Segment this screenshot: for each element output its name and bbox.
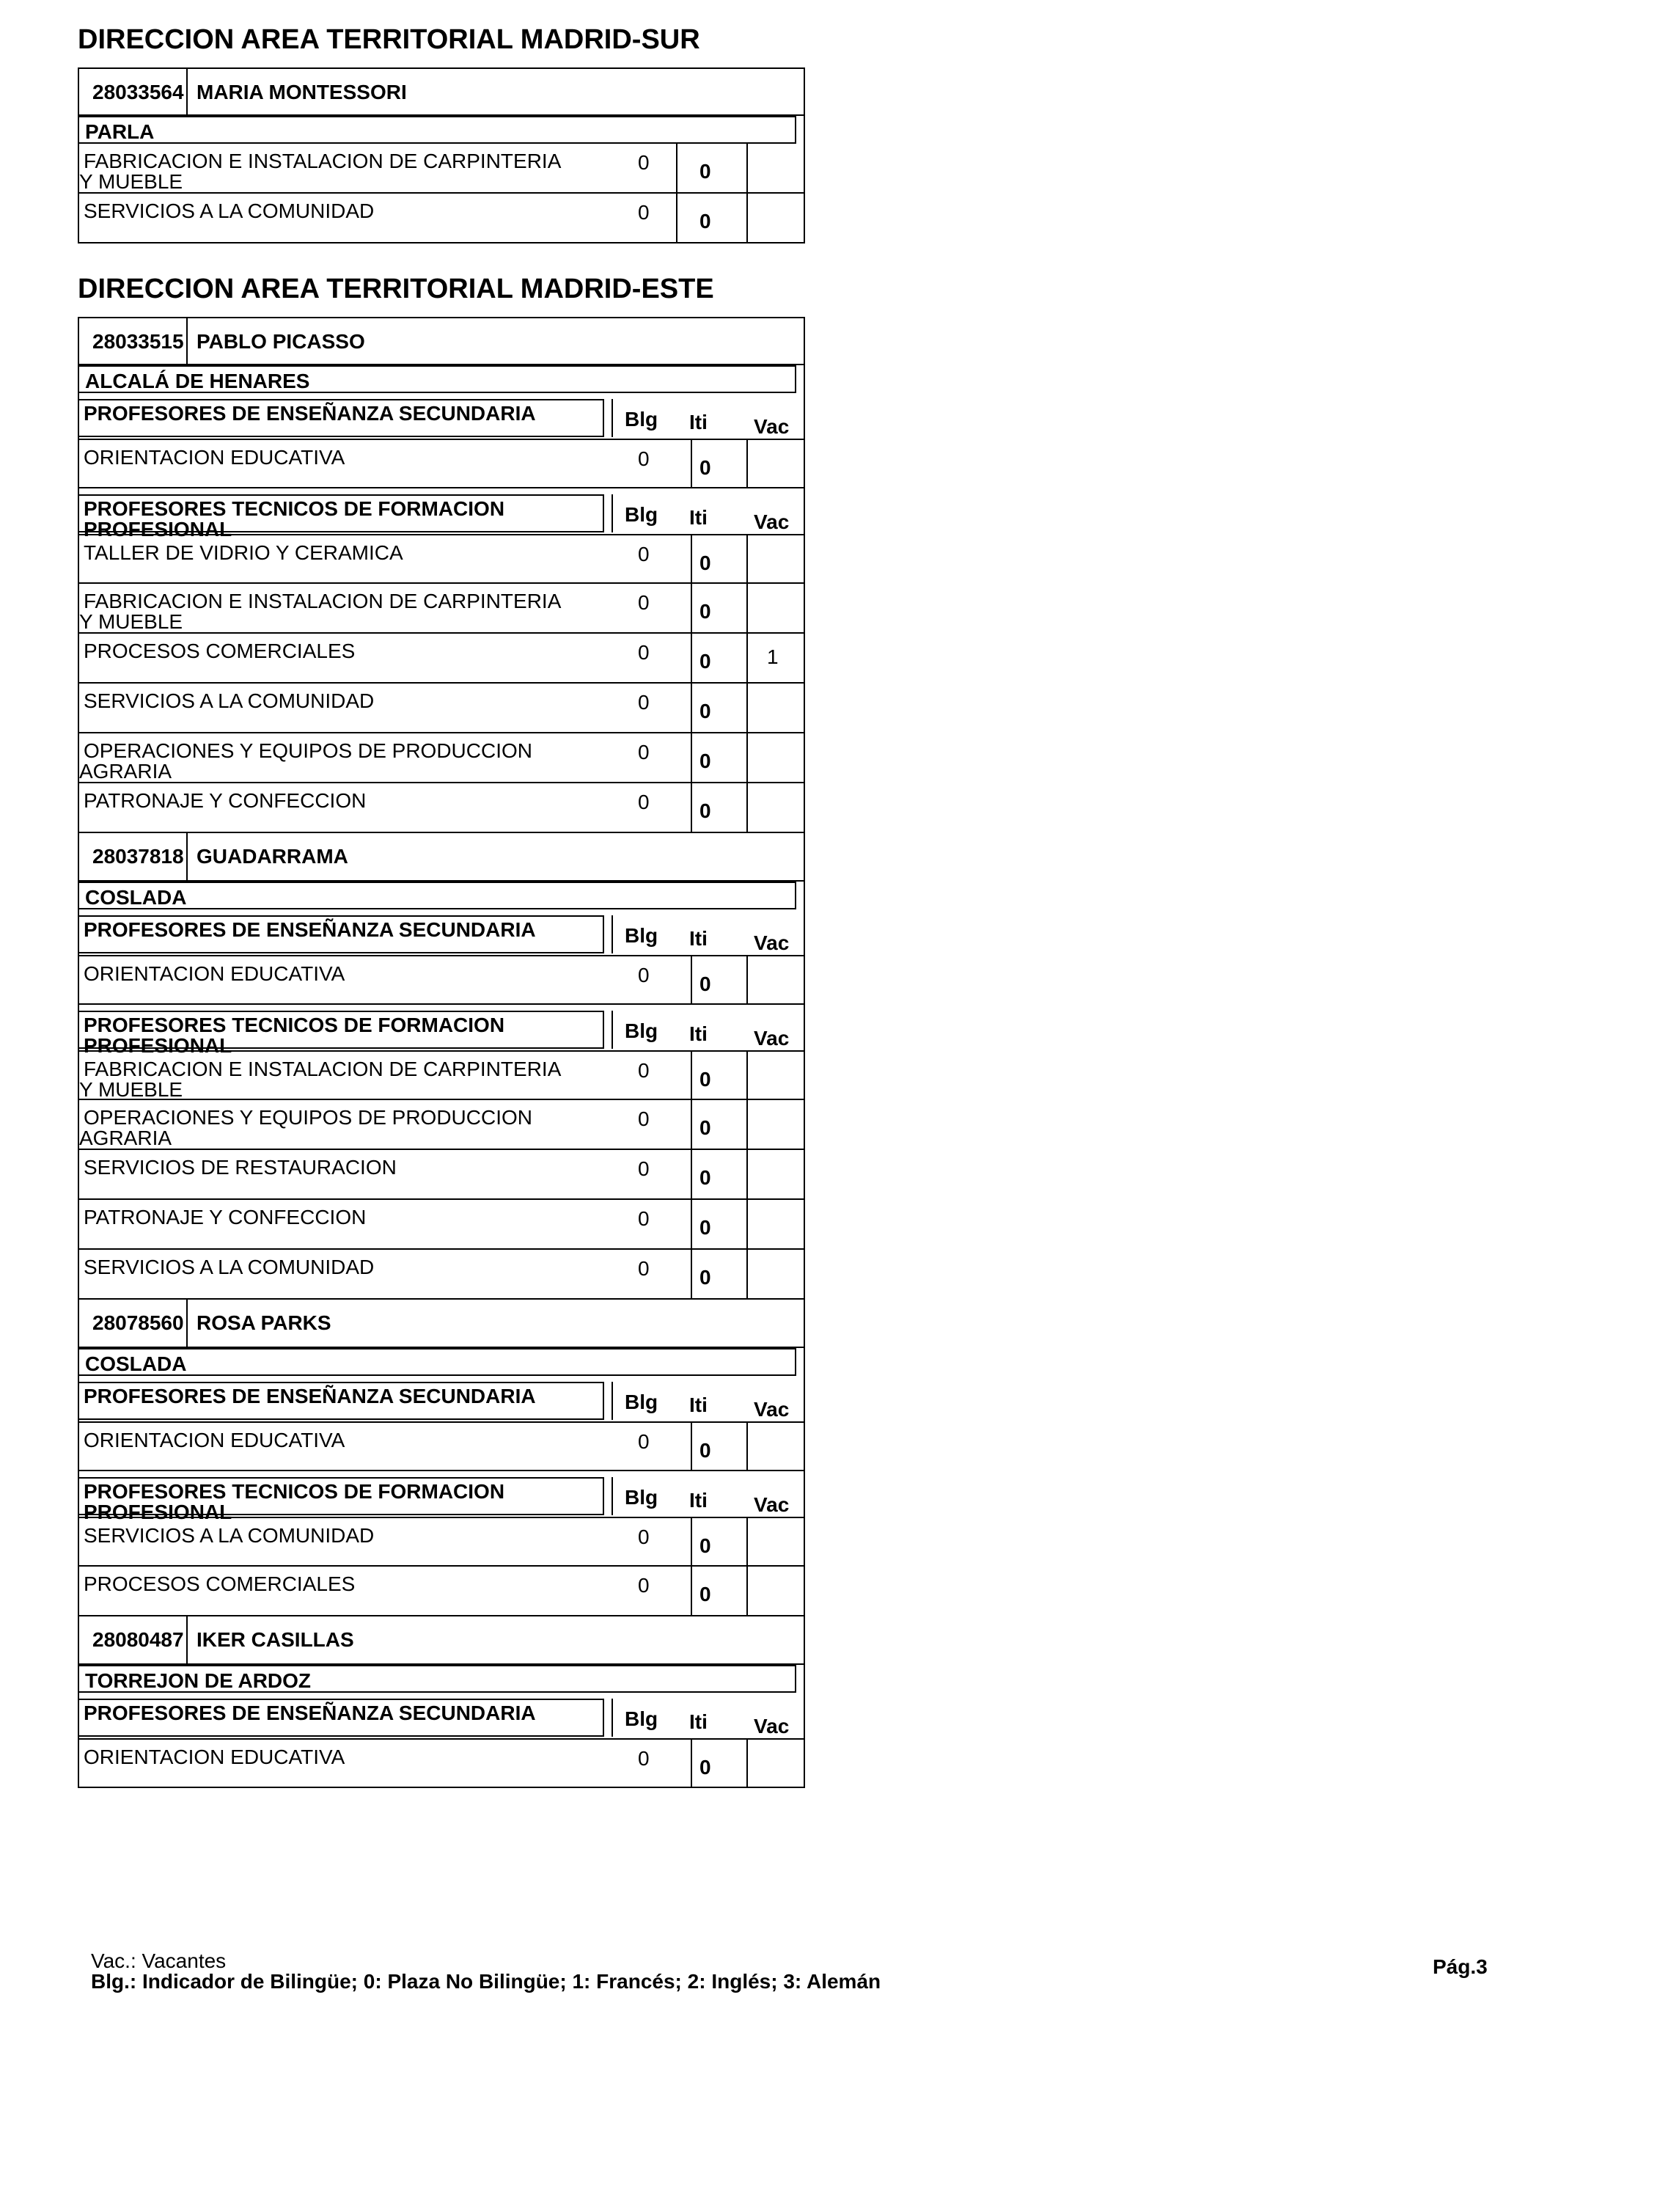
specialty-row <box>78 1421 805 1471</box>
school-header <box>78 833 805 882</box>
school-code: 28080487 <box>92 1628 184 1651</box>
header-blg: Blg <box>625 1019 658 1042</box>
specialty-row <box>78 584 805 634</box>
category-name: PROFESORES TECNICOS DE FORMACION PROFESIONAL <box>84 497 505 541</box>
iti-value: 0 <box>699 1266 711 1289</box>
school-city: ALCALÁ DE HENARES <box>85 370 310 392</box>
category-name: PROFESORES DE ENSEÑANZA SECUNDARIA <box>84 1702 536 1724</box>
blg-value: 0 <box>638 791 650 813</box>
specialty-name: SERVICIOS DE RESTAURACION <box>84 1156 397 1179</box>
blg-value: 0 <box>638 641 650 664</box>
specialty-name: FABRICACION E INSTALACION DE CARPINTERIA Y MUEBLE <box>79 150 562 193</box>
specialty-name: OPERACIONES Y EQUIPOS DE PRODUCCION AGRARIA <box>79 1106 532 1149</box>
iti-value: 0 <box>699 600 711 623</box>
city-box <box>79 365 796 393</box>
school-city: COSLADA <box>85 886 187 909</box>
specialty-row <box>78 733 805 783</box>
vac-value: 1 <box>767 645 779 668</box>
code-separator <box>186 833 188 880</box>
blg-value: 0 <box>638 1107 650 1130</box>
specialty-name: ORIENTACION EDUCATIVA <box>84 446 345 469</box>
iti-value: 0 <box>699 552 711 574</box>
school-name: PABLO PICASSO <box>197 330 365 353</box>
category-name: PROFESORES DE ENSEÑANZA SECUNDARIA <box>84 1385 536 1407</box>
header-iti: Iti <box>689 411 708 433</box>
code-separator <box>186 1616 188 1663</box>
city-box <box>79 1348 796 1376</box>
header-iti: Iti <box>689 506 708 529</box>
header-iti: Iti <box>689 1710 708 1733</box>
header-blg: Blg <box>625 1391 658 1413</box>
specialty-name: ORIENTACION EDUCATIVA <box>84 962 345 985</box>
school-city-row <box>78 365 805 393</box>
city-box <box>79 1665 796 1693</box>
specialty-name: PATRONAJE Y CONFECCION <box>84 789 367 812</box>
region-title-este: DIRECCION AREA TERRITORIAL MADRID-ESTE <box>78 274 714 304</box>
header-blg: Blg <box>625 503 658 526</box>
este-sections <box>78 317 805 1788</box>
school-code: 28033515 <box>92 330 184 353</box>
school-name: ROSA PARKS <box>197 1311 331 1334</box>
school-city-row <box>78 116 805 144</box>
school-header <box>78 1300 805 1348</box>
iti-value: 0 <box>699 160 711 183</box>
blg-value: 0 <box>638 1747 650 1770</box>
specialty-row <box>78 1250 805 1300</box>
iti-value: 0 <box>699 650 711 673</box>
header-vac: Vac <box>754 1027 790 1050</box>
category-header <box>78 1005 805 1057</box>
header-vac: Vac <box>754 1493 790 1516</box>
specialty-row <box>78 955 805 1005</box>
specialty-name: PATRONAJE Y CONFECCION <box>84 1206 367 1228</box>
specialty-row <box>78 1517 805 1567</box>
school-name: GUADARRAMA <box>197 845 348 868</box>
category-header <box>78 393 805 439</box>
code-separator <box>186 1300 188 1347</box>
specialty-row <box>78 534 805 584</box>
header-vac: Vac <box>754 510 790 533</box>
specialty-name: PROCESOS COMERCIALES <box>84 640 356 662</box>
specialty-row <box>78 684 805 733</box>
specialty-name: ORIENTACION EDUCATIVA <box>84 1746 345 1768</box>
region-title-sur: DIRECCION AREA TERRITORIAL MADRID-SUR <box>78 24 700 55</box>
blg-value: 0 <box>638 1526 650 1548</box>
school-header <box>78 67 805 116</box>
iti-value: 0 <box>699 1216 711 1239</box>
header-iti: Iti <box>689 1489 708 1512</box>
blg-value: 0 <box>638 1059 650 1082</box>
blg-value: 0 <box>638 741 650 763</box>
iti-value: 0 <box>699 750 711 772</box>
school-city: PARLA <box>85 120 155 143</box>
iti-value: 0 <box>699 973 711 995</box>
blg-value: 0 <box>638 591 650 614</box>
school-block-sur-1 <box>78 67 805 243</box>
school-header <box>78 317 805 365</box>
footer-legend <box>91 1951 897 1992</box>
school-name: MARIA MONTESSORI <box>197 81 407 103</box>
blg-value: 0 <box>638 691 650 714</box>
iti-value: 0 <box>699 1116 711 1139</box>
blg-value: 0 <box>638 543 650 565</box>
specialty-name: SERVICIOS A LA COMUNIDAD <box>84 199 375 222</box>
specialty-row <box>78 1200 805 1250</box>
category-header <box>78 1693 805 1738</box>
specialty-row <box>78 1100 805 1150</box>
blg-value: 0 <box>638 964 650 986</box>
school-city-row <box>78 882 805 909</box>
header-blg: Blg <box>625 1486 658 1509</box>
specialty-row <box>78 1150 805 1200</box>
blg-value: 0 <box>638 1574 650 1597</box>
iti-value: 0 <box>699 1166 711 1189</box>
blg-value: 0 <box>638 151 650 174</box>
specialty-row <box>78 1738 805 1788</box>
school-city-row <box>78 1665 805 1693</box>
school-header <box>78 1616 805 1665</box>
specialty-name: PROCESOS COMERCIALES <box>84 1572 356 1595</box>
specialty-row <box>78 439 805 488</box>
iti-value: 0 <box>699 700 711 722</box>
city-box <box>79 116 796 144</box>
iti-value: 0 <box>699 1583 711 1605</box>
blg-value: 0 <box>638 1157 650 1180</box>
specialty-name: OPERACIONES Y EQUIPOS DE PRODUCCION AGRARIA <box>79 739 532 783</box>
code-separator <box>186 69 188 116</box>
category-name: PROFESORES TECNICOS DE FORMACION PROFESIONAL <box>84 1480 505 1523</box>
iti-value: 0 <box>699 1534 711 1557</box>
category-name: PROFESORES TECNICOS DE FORMACION PROFESIONAL <box>84 1014 505 1057</box>
city-box <box>79 882 796 909</box>
legend-bilingue: Blg.: Indicador de Bilingüe; 0: Plaza No Bilingüe; 1: Francés; 2: Inglés; 3: Alemán <box>91 1970 881 1993</box>
category-header <box>78 488 805 541</box>
header-blg: Blg <box>625 1707 658 1730</box>
specialty-name: TALLER DE VIDRIO Y CERAMICA <box>84 541 403 564</box>
specialty-name: SERVICIOS A LA COMUNIDAD <box>84 1524 375 1547</box>
specialty-row <box>78 194 805 243</box>
category-name: PROFESORES DE ENSEÑANZA SECUNDARIA <box>84 402 536 425</box>
header-blg: Blg <box>625 924 658 947</box>
blg-value: 0 <box>638 447 650 470</box>
blg-value: 0 <box>638 1207 650 1230</box>
specialty-name: ORIENTACION EDUCATIVA <box>84 1429 345 1451</box>
iti-value: 0 <box>699 1439 711 1462</box>
category-header <box>78 1376 805 1421</box>
legend-vacantes: Vac.: Vacantes <box>91 1949 227 1972</box>
header-vac: Vac <box>754 1398 790 1421</box>
header-vac: Vac <box>754 415 790 438</box>
header-blg: Blg <box>625 408 658 431</box>
iti-value: 0 <box>699 799 711 822</box>
specialty-row <box>78 1050 805 1100</box>
specialty-row <box>78 144 805 194</box>
category-name: PROFESORES DE ENSEÑANZA SECUNDARIA <box>84 918 536 941</box>
school-code: 28037818 <box>92 845 184 868</box>
specialty-row <box>78 634 805 684</box>
specialty-name: SERVICIOS A LA COMUNIDAD <box>84 689 375 712</box>
category-header <box>78 1471 805 1523</box>
code-separator <box>186 318 188 365</box>
school-city: COSLADA <box>85 1352 187 1375</box>
specialty-row <box>78 1567 805 1616</box>
category-header <box>78 909 805 955</box>
school-name: IKER CASILLAS <box>197 1628 354 1651</box>
school-code: 28033564 <box>92 81 184 103</box>
specialty-name: SERVICIOS A LA COMUNIDAD <box>84 1256 375 1278</box>
iti-value: 0 <box>699 1068 711 1091</box>
header-iti: Iti <box>689 927 708 950</box>
header-vac: Vac <box>754 931 790 954</box>
iti-value: 0 <box>699 210 711 232</box>
header-vac: Vac <box>754 1715 790 1737</box>
iti-value: 0 <box>699 456 711 479</box>
blg-value: 0 <box>638 201 650 224</box>
blg-value: 0 <box>638 1257 650 1280</box>
specialty-row <box>78 783 805 833</box>
specialty-name: FABRICACION E INSTALACION DE CARPINTERIA Y MUEBLE <box>79 1058 562 1101</box>
header-iti: Iti <box>689 1394 708 1416</box>
specialty-name: FABRICACION E INSTALACION DE CARPINTERIA Y MUEBLE <box>79 590 562 633</box>
school-city-row <box>78 1348 805 1376</box>
blg-value: 0 <box>638 1430 650 1453</box>
iti-value: 0 <box>699 1756 711 1779</box>
page-number: Pág.3 <box>1433 1955 1488 1978</box>
header-iti: Iti <box>689 1022 708 1045</box>
school-city: TORREJON DE ARDOZ <box>85 1669 312 1692</box>
school-code: 28078560 <box>92 1311 184 1334</box>
